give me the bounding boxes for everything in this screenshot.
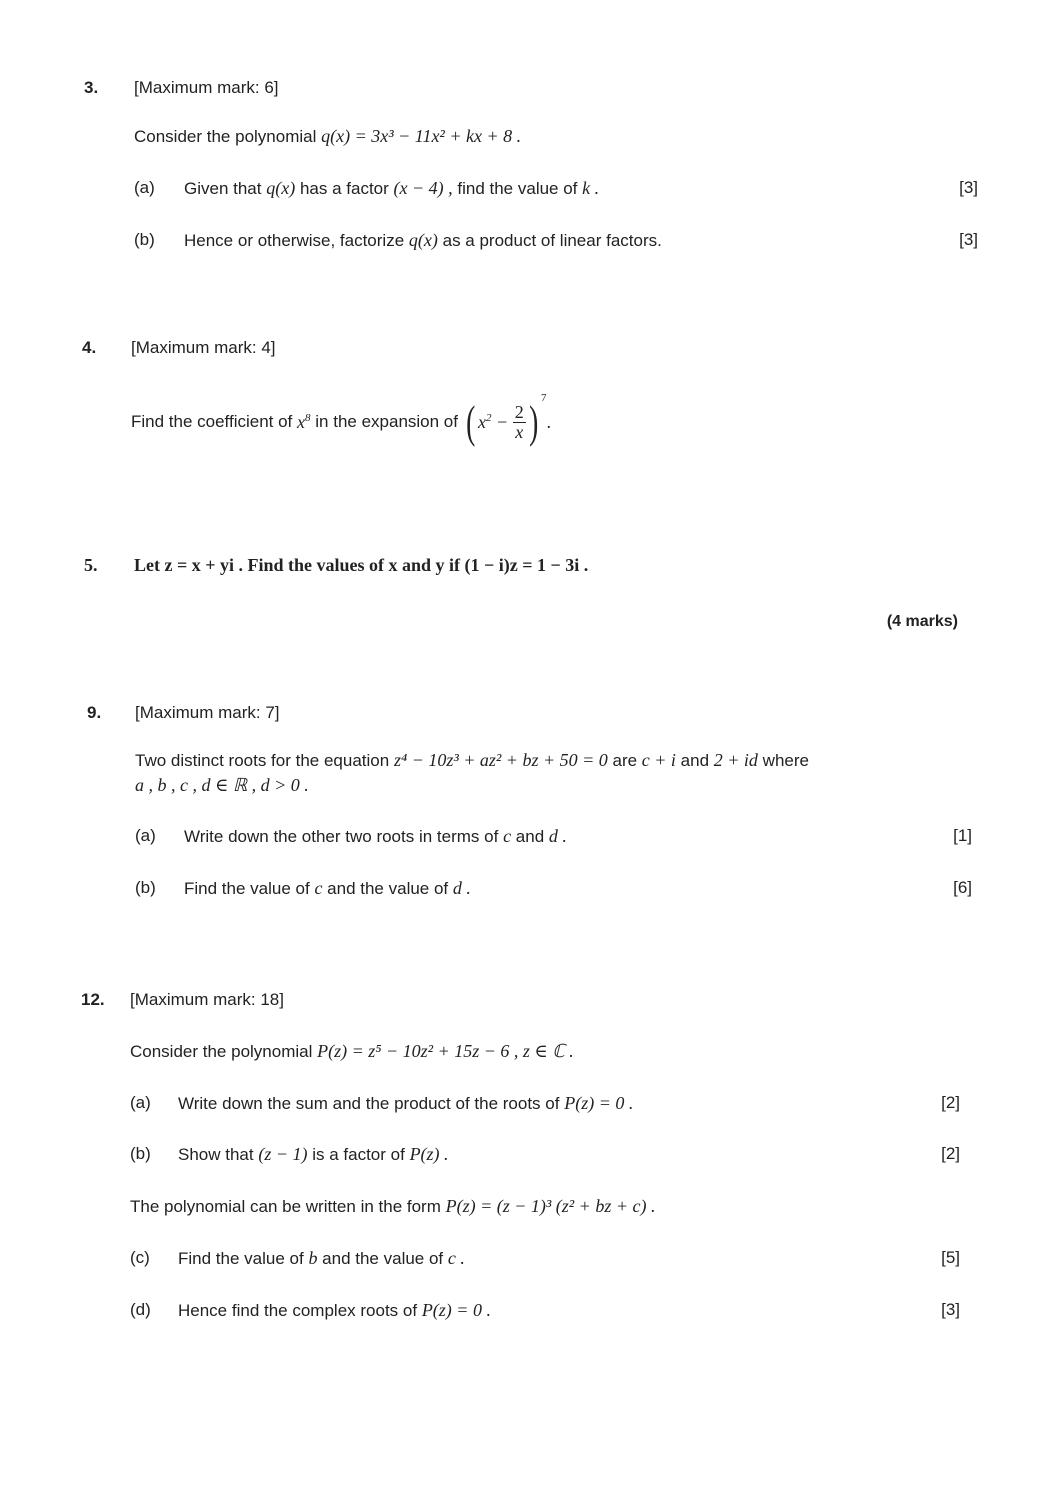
period: . xyxy=(546,411,552,432)
text-fragment: Write down the sum and the product of the roots of xyxy=(178,1094,560,1113)
part-mark: [2] xyxy=(941,1144,960,1163)
part-mark: [3] xyxy=(959,230,978,249)
part-b-text xyxy=(184,230,662,251)
question-number: 12. xyxy=(81,990,105,1009)
math-fragment: 2 + id xyxy=(713,750,758,770)
question-stem xyxy=(130,1041,574,1062)
math-fragment: P(z) = 0 . xyxy=(564,1093,634,1113)
question-text: Let z = x + yi . Find the values of x and y if (1 − i)z = 1 − 3i . xyxy=(134,555,589,575)
question-stem xyxy=(135,750,809,771)
math-fragment: q(x) xyxy=(266,178,296,198)
question-number: 5. xyxy=(84,555,98,575)
text-fragment: and xyxy=(680,751,710,770)
text-fragment: where xyxy=(762,751,809,770)
part-label: (a) xyxy=(130,1093,151,1112)
part-mark: [6] xyxy=(953,878,972,897)
text-fragment: as a product of linear factors. xyxy=(442,231,662,250)
text-fragment: is a factor of xyxy=(312,1145,405,1164)
part-b-text xyxy=(184,878,471,899)
text-fragment: and the value of xyxy=(327,879,449,898)
part-mark: [3] xyxy=(941,1300,960,1319)
math-fragment: d . xyxy=(548,826,567,846)
math-fragment: z⁴ − 10z³ + az² + bz + 50 = 0 xyxy=(393,750,608,770)
text-fragment: and the value of xyxy=(322,1249,444,1268)
math-fragment: c + i xyxy=(641,750,676,770)
max-mark-header: [Maximum mark: 4] xyxy=(131,338,276,357)
part-mark: [5] xyxy=(941,1248,960,1267)
part-mark: [2] xyxy=(941,1093,960,1112)
question-stem xyxy=(134,126,521,147)
text-fragment: find the value of xyxy=(457,179,578,198)
text-fragment: Hence find the complex roots of xyxy=(178,1301,418,1320)
math-fragment: c . xyxy=(447,1248,465,1268)
question-number: 4. xyxy=(82,338,97,357)
text-fragment: Write down the other two roots in terms of xyxy=(184,827,499,846)
math-fragment: q(x) xyxy=(408,230,438,250)
math-fragment: c xyxy=(314,878,323,898)
right-paren: ) xyxy=(528,396,538,447)
math-fragment: P(z) = (z − 1)³ (z² + bz + c) . xyxy=(445,1196,656,1216)
math-fragment: c xyxy=(503,826,512,846)
math-fragment: (x − 4) , xyxy=(393,178,453,198)
stem-condition: a , b , c , d ∈ ℝ , d > 0 . xyxy=(135,775,309,795)
part-d-text xyxy=(178,1300,491,1321)
marks-label: (4 marks) xyxy=(886,613,958,630)
max-mark-header: [Maximum mark: 18] xyxy=(130,990,284,1009)
text-fragment: Consider the polynomial xyxy=(130,1042,313,1061)
denominator: x xyxy=(515,421,524,442)
math-fragment: P(z) . xyxy=(409,1144,449,1164)
part-c-text xyxy=(178,1248,465,1269)
text-fragment: are xyxy=(612,751,638,770)
part-label: (a) xyxy=(134,178,155,197)
part-label: (b) xyxy=(135,878,156,897)
math-fragment: d . xyxy=(452,878,471,898)
part-label: (d) xyxy=(130,1300,151,1319)
math-fragment: P(z) = z⁵ − 10z² + 15z − 6 , z ∈ ℂ . xyxy=(317,1041,574,1061)
text-fragment: Two distinct roots for the equation xyxy=(135,751,390,770)
question-stem xyxy=(131,390,551,454)
text-fragment: Given that xyxy=(184,179,262,198)
part-label: (b) xyxy=(134,230,155,249)
fraction xyxy=(513,403,526,442)
text-fragment: and xyxy=(515,827,545,846)
part-label: (b) xyxy=(130,1144,151,1163)
math-fragment: b xyxy=(308,1248,318,1268)
text-fragment: Find the value of xyxy=(178,1249,304,1268)
part-mark: [3] xyxy=(959,178,978,197)
question-number: 9. xyxy=(87,703,102,722)
part-label: (c) xyxy=(130,1248,150,1267)
numerator: 2 xyxy=(514,401,524,422)
math-fragment: k . xyxy=(582,178,600,198)
math-fragment: $x^8$ xyxy=(297,411,311,432)
math-fragment: $x^2$ − xyxy=(478,411,513,432)
part-label: (a) xyxy=(135,826,156,845)
part-a-text xyxy=(178,1093,633,1114)
math-fragment: P(z) = 0 . xyxy=(421,1300,491,1320)
stem-text: Consider the polynomial xyxy=(134,127,317,146)
part-a-text xyxy=(184,826,567,847)
text-fragment: has a factor xyxy=(299,179,389,198)
text-fragment: Hence or otherwise, factorize xyxy=(184,231,405,250)
question-number: 3. xyxy=(84,78,99,97)
part-mark: [1] xyxy=(953,826,972,845)
text-fragment: The polynomial can be written in the form xyxy=(130,1197,441,1216)
max-mark-header: [Maximum mark: 6] xyxy=(134,78,279,97)
left-paren: ( xyxy=(465,396,475,447)
max-mark-header: [Maximum mark: 7] xyxy=(135,703,280,722)
polynomial-expression: q(x) = 3x³ − 11x² + kx + 8 . xyxy=(321,126,522,146)
text-fragment: Find the value of xyxy=(184,879,310,898)
part-b-text xyxy=(178,1144,449,1165)
part-a-text xyxy=(184,178,599,199)
text-fragment: Find the coefficient of xyxy=(131,412,293,431)
text-fragment: Show that xyxy=(178,1145,254,1164)
math-fragment: (z − 1) xyxy=(258,1144,308,1164)
polynomial-form xyxy=(130,1196,655,1217)
exponent: 7 xyxy=(541,392,547,404)
text-fragment: in the expansion of xyxy=(315,412,458,431)
